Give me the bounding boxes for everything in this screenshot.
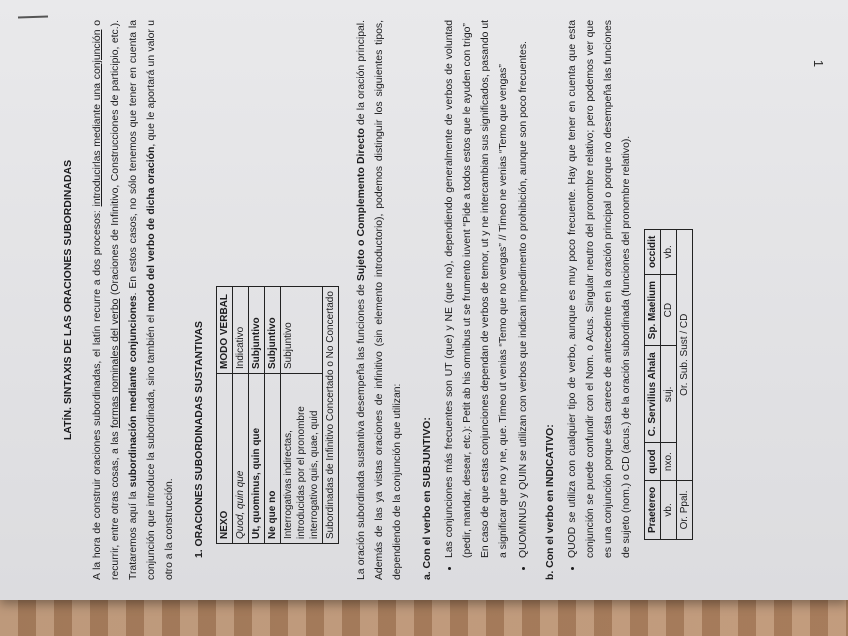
table-cell: Quod, quin que <box>233 374 249 544</box>
table-cell: Subjuntivo <box>265 287 281 374</box>
intro-segment: introducirlas mediante una conjunción <box>92 29 104 207</box>
bullet-list-a <box>441 20 532 558</box>
table-cell: Interrogativas indirectas, introducidas por el pronombre interrogativo quis, quae, quid <box>281 374 323 544</box>
subsection-b: b. Con el verbo en INDICATIVO: <box>545 424 557 580</box>
analysis-header: occidit <box>644 229 660 274</box>
table-row <box>265 287 281 544</box>
analysis-cell: CD <box>660 274 676 345</box>
table-row <box>281 287 323 544</box>
analysis-header: quod <box>644 443 660 480</box>
table-cell: Subjuntivo <box>249 287 265 374</box>
intro-segment: (Oraciones de Infinitivo, Construcciones de participio, etc.). Trataremos aquí la <box>109 20 139 580</box>
document-title: LATÍN. SINTAXIS DE LAS ORACIONES SUBORDINADAS <box>62 159 74 441</box>
table-row <box>323 287 339 544</box>
bullet-list-b <box>564 20 636 558</box>
table-cell: Subordinadas de Infinitivo Concertado o No Concertado <box>323 287 339 544</box>
analysis-table <box>644 229 693 540</box>
subsection-a: a. Con el verbo en SUBJUNTIVO: <box>422 417 434 580</box>
table-cell: Ne que no <box>265 374 281 544</box>
table-row <box>233 287 249 544</box>
analysis-cell: vb. <box>660 229 676 274</box>
list-item: • Las conjunciones más frecuentes son UT (que) y NE (que no), dependiendo generalmente de verbos de voluntad (pedir, mandar, desear, etc.): Petit ab his omnibus ut se frumento iuvent “Pide a todos estos que le ayuden con trigo” En caso de que estas conjunciones dependan de verbos de temor, ut y ne intercambian sus significados, pasando ut a significar que no y ne, que. Timeo ut venias “Temo que no vengas” // Timeo ne venias “Temo que vengas” <box>441 20 513 558</box>
analysis-header: C. Servilius Ahala <box>644 346 660 443</box>
page-number: 1 <box>811 59 827 68</box>
table-header: NEXO <box>217 374 233 544</box>
analysis-header: Sp. Maelium <box>644 274 660 345</box>
intro-segment: , que le aportará un valor u otro a la construcción. <box>145 20 175 580</box>
intro-segment: formas nominales del verbo <box>109 298 121 428</box>
analysis-cell: suj. <box>660 346 676 443</box>
intro-segment: modo del verbo de dicha oración <box>145 146 157 312</box>
sustantiva-paragraph: La oración subordinada sustantiva desempeña las funciones de Sujeto o Complemento Directo de la oración principal. Además de las ya vistas oraciones de infinitivo (sin elemento introductorio), podemos distinguir los siguientes tipos, dependiendo de la conjunción que utilizan: <box>356 20 404 580</box>
table-cell: Indicativo <box>233 287 249 374</box>
intro-paragraph <box>89 20 178 580</box>
analysis-cell: vb. <box>660 480 676 539</box>
nexo-table <box>216 286 339 544</box>
table-header: MODO VERBAL <box>217 287 233 374</box>
list-item: • QUOD se utiliza con cualquier tipo de verbo, aunque es muy poco frecuente. Hay que tener en cuenta que esta conjunción se puede confundir con el Nom. o Acus. Singular neutro del pronombre relativo; pero podemos ver que es una conjunción porque ésta carece de antecedente en la oración principal o porque no desempeña las funciones de sujeto (nom.) o CD (acus.) de la oración subordinada (funciones del pronombre relativo). <box>564 20 636 558</box>
table-cell: Ut, quominus, quin que <box>249 374 265 544</box>
analysis-header: Praetereo <box>644 480 660 539</box>
intro-segment: o recurrir, entre otras cosas, a las <box>92 20 121 580</box>
analysis-cell: nxo. <box>660 443 676 480</box>
section-heading: 1. ORACIONES SUBORDINADAS SUSTANTIVAS <box>193 321 205 558</box>
pencil-mark <box>18 15 48 18</box>
intro-segment: . En estos casos, no sólo tenemos que tener en cuenta la conjunción que introduce la subordinada, sino también el <box>127 20 157 580</box>
document-content <box>49 20 839 580</box>
analysis-cell: Or. Ppal. <box>676 480 692 539</box>
intro-segment: subordinación mediante conjunciones <box>127 295 139 488</box>
analysis-cell: Or. Sub. Sust / CD <box>676 229 692 480</box>
list-item: • QUOMINUS y QUIN se utilizan con verbos que indican impedimento o prohibición, aunque son poco frecuentes. <box>515 20 533 558</box>
intro-segment: A la hora de construir oraciones subordinadas, el latín recurre a dos procesos: <box>92 206 104 580</box>
table-row <box>249 287 265 544</box>
table-cell: Subjuntivo <box>281 287 323 374</box>
